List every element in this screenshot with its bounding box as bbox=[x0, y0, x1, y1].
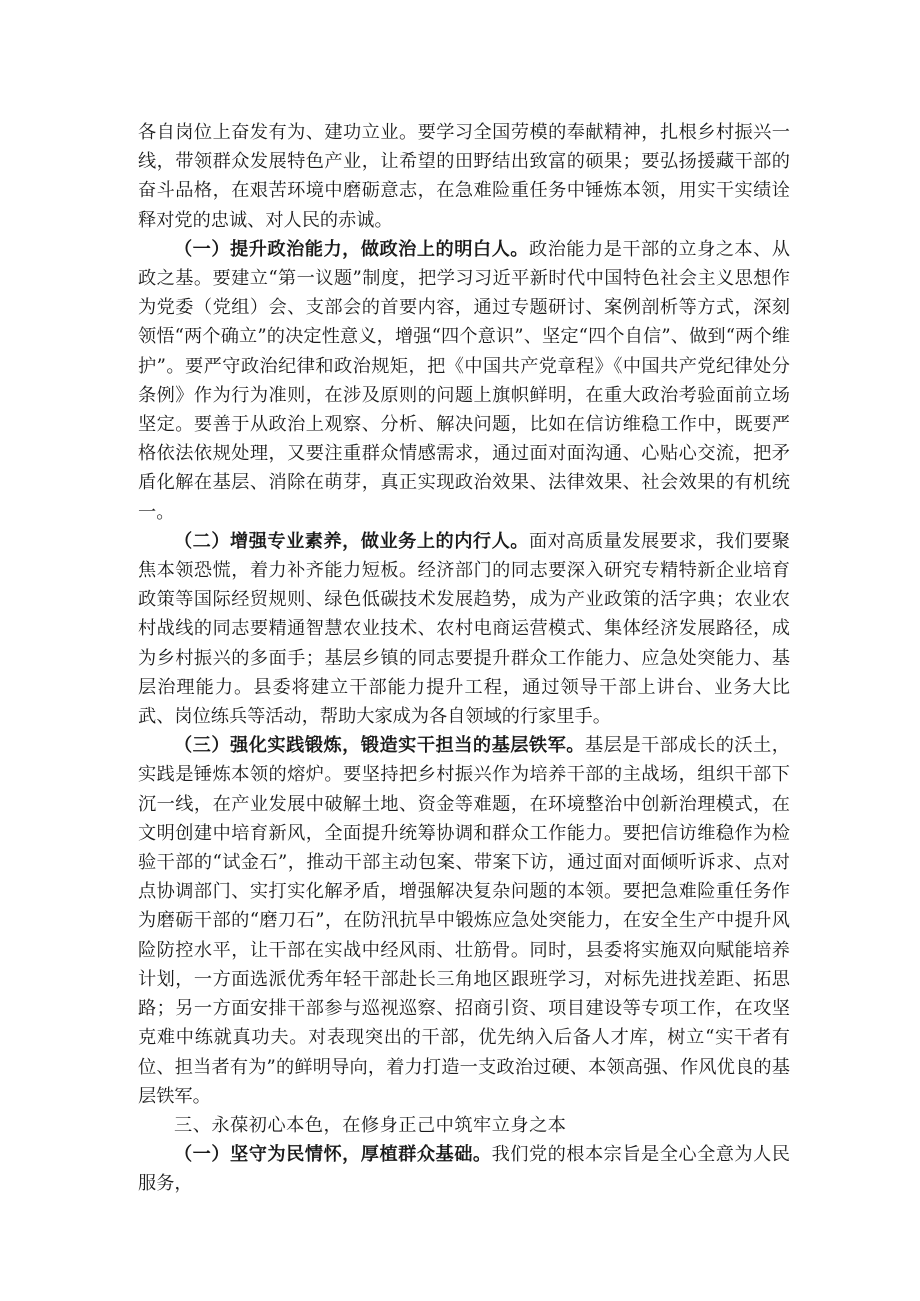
paragraph-lead: （三）强化实践锻炼，锻造实干担当的基层铁军。 bbox=[174, 735, 585, 757]
section-heading: 三、永葆初心本色，在修身正己中筑牢立身之本 bbox=[174, 1114, 567, 1136]
paragraph-body: 我们党的根本宗旨是全心全意为人民服务， bbox=[138, 1144, 790, 1195]
document-page bbox=[138, 118, 790, 1199]
paragraph-body: 基层是干部成长的沃土，实践是锤炼本领的熔炉。要坚持把乡村振兴作为培养干部的主战场，组织干部下沉一线，在产业发展中破解土地、资金等难题，在环境整治中创新治理模式，在文明创建中培育新风，全面提升统筹协调和群众工作能力。要把信访维稳作为检验干部的“试金石”，推动干部主动包案、带案下访，通过面对面倾听诉求、点对点协调部门、实打实化解矛盾，增强解决复杂问题的本领。要把急难险重任务作为磨砺干部的“磨刀石”，在防汛抗旱中锻炼应急处突能力，在安全生产中提升风险防控水平，让干部在实战中经风雨、壮筋骨。同时，县委将实施双向赋能培养计划，一方面选派优秀年轻干部赴长三角地区跟班学习，对标先进找差距、拓思路；另一方面安排干部参与巡视巡察、招商引资、项目建设等专项工作，在攻坚克难中练就真功夫。对表现突出的干部，优先纳入后备人才库，树立“实干者有位、担当者有为”的鲜明导向，着力打造一支政治过硬、本领高强、作风优良的基层铁军。 bbox=[138, 735, 790, 1107]
paragraph-body: 面对高质量发展要求，我们要聚焦本领恐慌，着力补齐能力短板。经济部门的同志要深入研究专精特新企业培育政策等国际经贸规则、绿色低碳技术发展趋势，成为产业政策的活字典；农业农村战线的同志要精通智慧农业技术、农村电商运营模式、集体经济发展路径，成为乡村振兴的多面手；基层乡镇的同志要提升群众工作能力、应急处突能力、基层治理能力。县委将建立干部能力提升工程，通过领导干部上讲台、业务大比武、岗位练兵等活动，帮助大家成为各自领域的行家里手。 bbox=[138, 530, 790, 728]
paragraph-continuation bbox=[138, 118, 790, 235]
paragraph-people-oriented bbox=[138, 1140, 790, 1198]
paragraph-professional-skills bbox=[138, 527, 790, 731]
paragraph-practice-training bbox=[138, 731, 790, 1111]
paragraph-body: 政治能力是干部的立身之本、从政之基。要建立“第一议题”制度，把学习习近平新时代中国特色社会主义思想作为党委（党组）会、支部会的首要内容，通过专题研讨、案例剖析等方式，深刻领悟“两个确立”的决定性意义，增强“四个意识”、坚定“四个自信”、做到“两个维护”。要严守政治纪律和政治规矩，把《中国共产党章程》《中国共产党纪律处分条例》作为行为准则，在涉及原则的问题上旗帜鲜明，在重大政治考验面前立场坚定。要善于从政治上观察、分析、解决问题，比如在信访维稳工作中，既要严格依法依规处理，又要注重群众情感需求，通过面对面沟通、心贴心交流，把矛盾化解在基层、消除在萌芽，真正实现政治效果、法律效果、社会效果的有机统一。 bbox=[138, 238, 790, 523]
paragraph-lead: （一）提升政治能力，做政治上的明白人。 bbox=[174, 238, 529, 260]
paragraph-lead: （一）坚守为民情怀，厚植群众基础。 bbox=[174, 1144, 492, 1166]
paragraph-lead: （二）增强专业素养，做业务上的内行人。 bbox=[174, 530, 529, 552]
paragraph-body: 各自岗位上奋发有为、建功立业。要学习全国劳模的奉献精神，扎根乡村振兴一线，带领群众发展特色产业，让希望的田野结出致富的硕果；要弘扬援藏干部的奋斗品格，在艰苦环境中磨砺意志，在急难险重任务中锤炼本领，用实干实绩诠释对党的忠诚、对人民的赤诚。 bbox=[138, 122, 790, 231]
paragraph-political-ability bbox=[138, 235, 790, 527]
